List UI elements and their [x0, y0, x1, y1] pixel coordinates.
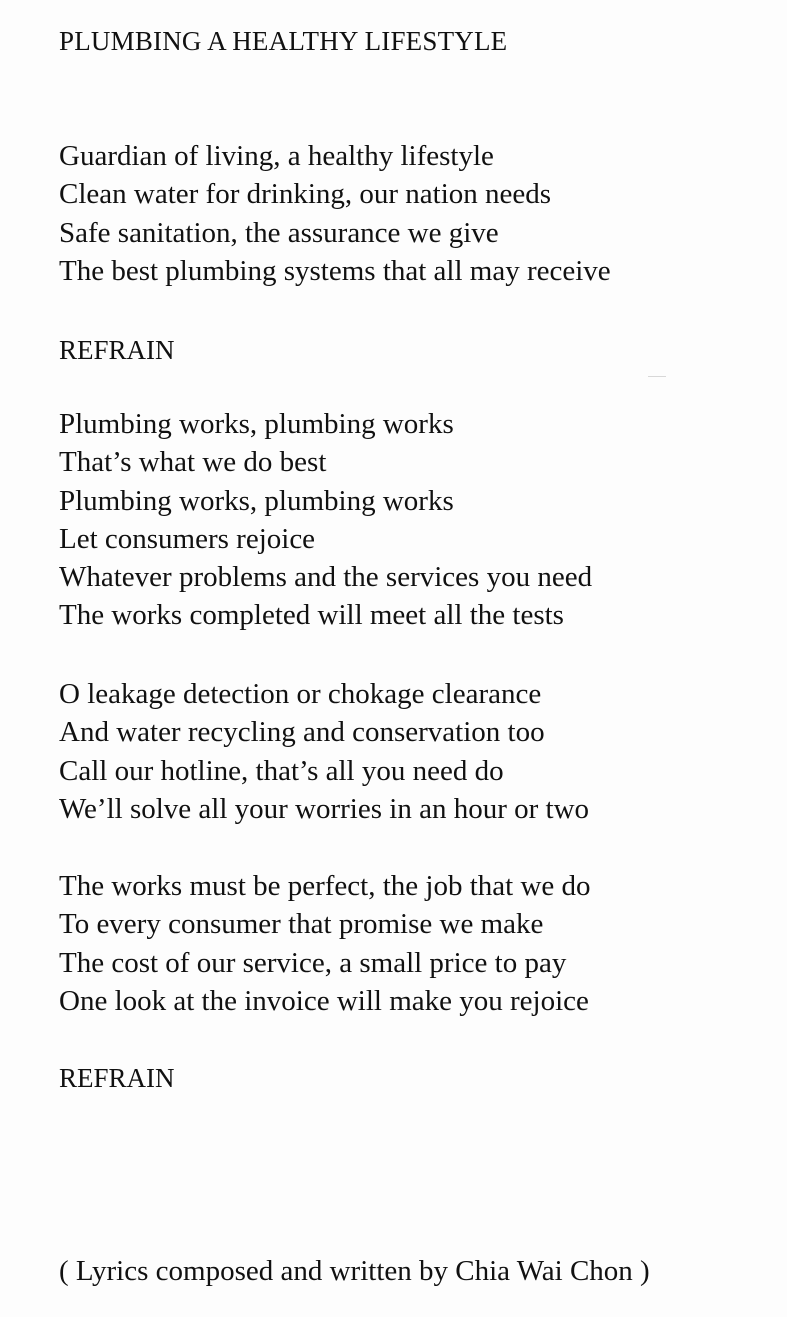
verse-line: O leakage detection or chokage clearance [59, 678, 542, 710]
verse-line: We’ll solve all your worries in an hour or two [59, 792, 590, 825]
refrain [59, 405, 592, 635]
refrain-line: That’s what we do best [59, 446, 327, 479]
verse-2 [59, 675, 589, 828]
refrain-label: REFRAIN [59, 1063, 175, 1093]
verse-1 [59, 137, 611, 290]
verse-line: To every consumer that promise we make [59, 908, 544, 941]
refrain-line: Let consumers rejoice [59, 522, 316, 555]
verse-line: Clean water for drinking, our nation needs [59, 178, 552, 211]
refrain-line: The works completed will meet all the tests [59, 599, 564, 632]
verse-line: One look at the invoice will make you rejoice [59, 984, 589, 1017]
verse-line: The best plumbing systems that all may receive [59, 254, 611, 287]
song-title: PLUMBING A HEALTHY LIFESTYLE [59, 26, 508, 56]
scan-speck [648, 376, 666, 377]
refrain-label: REFRAIN [59, 335, 175, 365]
refrain-line: Plumbing works, plumbing works [59, 484, 454, 517]
lyrics-credit: ( Lyrics composed and written by Chia Wai Chon ) [59, 1255, 650, 1287]
verse-line: The cost of our service, a small price to pay [59, 946, 567, 979]
refrain-line: Whatever problems and the services you need [59, 561, 593, 594]
verse-line: And water recycling and conservation too [59, 716, 545, 749]
verse-line: Call our hotline, that’s all you need do [59, 754, 504, 787]
verse-line: Safe sanitation, the assurance we give [59, 216, 499, 249]
refrain-line: Plumbing works, plumbing works [59, 408, 454, 440]
refrain-heading-1 [59, 331, 175, 369]
verse-line: Guardian of living, a healthy lifestyle [59, 140, 494, 172]
refrain-heading-2 [59, 1059, 175, 1097]
verse-3 [59, 867, 591, 1020]
verse-line: The works must be perfect, the job that we do [59, 870, 591, 902]
